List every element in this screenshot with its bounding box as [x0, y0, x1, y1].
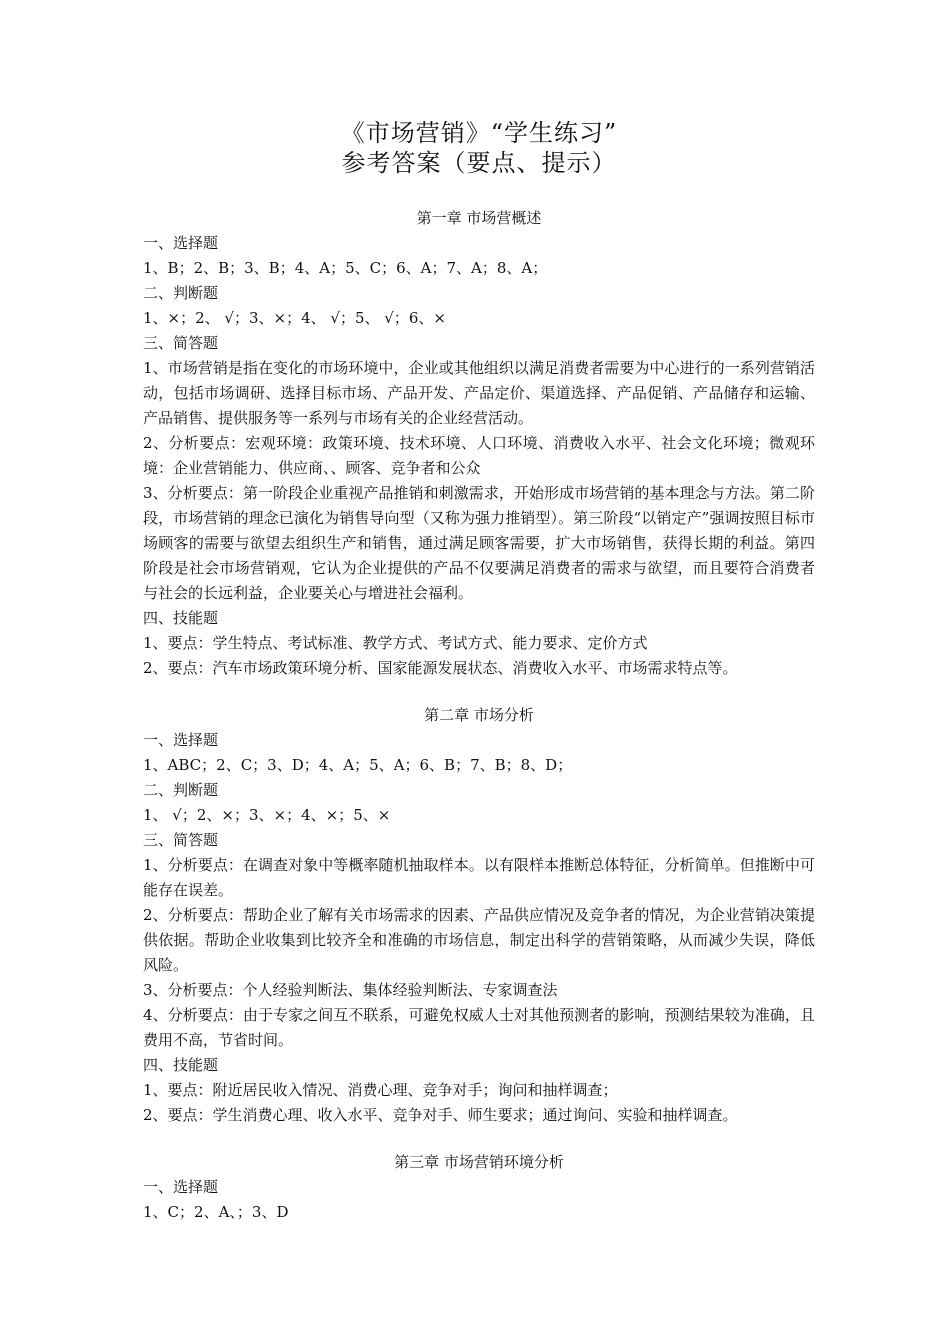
chapter-title: 第一章 市场营概述 [416, 209, 542, 227]
answer-text: 1、要点：附近居民收入情况、消费心理、竞争对手；询问和抽样调查； [143, 1081, 618, 1099]
section-heading: 二、判断题 [143, 284, 219, 302]
document-page [143, 118, 815, 1247]
document-subtitle: 参考答案（要点、提示） [341, 149, 617, 177]
answer-text: 1、×；2、 √；3、×；4、 √；5、 √；6、× [143, 309, 446, 327]
answer-text: 1、分析要点：在调查对象中等概率随机抽取样本。以有限样本推断总体特征，分析简单。但推断中可能存在误差。 [143, 856, 815, 899]
answer-text: 1、要点：学生特点、考试标准、教学方式、考试方式、能力要求、定价方式 [143, 634, 648, 652]
answer-text: 2、分析要点：帮助企业了解有关市场需求的因素、产品供应情况及竞争者的情况，为企业营销决策提供依据。帮助企业收集到比较齐全和准确的市场信息，制定出科学的营销策略，从而减少失误，降低风险。 [143, 906, 815, 974]
section-heading: 一、选择题 [143, 731, 219, 749]
section-heading: 一、选择题 [143, 234, 219, 252]
answer-text: 4、分析要点：由于专家之间互不联系，可避免权威人士对其他预测者的影响，预测结果较为准确，且费用不高，节省时间。 [143, 1006, 815, 1049]
section-heading: 二、判断题 [143, 781, 219, 799]
answer-text: 1、ABC；2、C；3、D；4、A；5、A；6、B；7、B；8、D； [143, 756, 573, 774]
chapter-title: 第二章 市场分析 [424, 706, 534, 724]
section-heading: 三、简答题 [143, 334, 219, 352]
answer-text: 2、分析要点：宏观环境：政策环境、技术环境、人口环境、消费收入水平、社会文化环境；微观环境：企业营销能力、供应商、、顾客、竞争者和公众 [143, 434, 815, 477]
chapter-3 [143, 1150, 815, 1225]
chapter-2 [143, 703, 815, 1128]
chapter-title: 第三章 市场营销环境分析 [394, 1153, 564, 1171]
answer-text: 1、C；2、A、；3、D [143, 1203, 289, 1221]
section-heading: 一、选择题 [143, 1178, 219, 1196]
section-heading: 四、技能题 [143, 609, 219, 627]
document-title: 《市场营销》“学生练习” [340, 119, 618, 147]
answer-text: 1、 √；2、×；3、×；4、×；5、× [143, 806, 391, 824]
answer-text: 3、分析要点：个人经验判断法、集体经验判断法、专家调查法 [143, 981, 558, 999]
answer-text: 3、分析要点：第一阶段企业重视产品推销和刺激需求，开始形成市场营销的基本理念与方法。第二阶段，市场营销的理念已演化为销售导向型（又称为强力推销型）。第三阶段“以销定产”强调按照目标市场顾客的需要与欲望去组织生产和销售，通过满足顾客需要，扩大市场销售，获得长期的利益。第四阶段是社会市场营销观，它认为企业提供的产品不仅要满足消费者的需求与欲望，而且要符合消费者与社会的长远利益，企业要关心与增进社会福利。 [143, 484, 815, 602]
chapter-1 [143, 206, 815, 681]
answer-text: 1、市场营销是指在变化的市场环境中，企业或其他组织以满足消费者需要为中心进行的一系列营销活动，包括市场调研、选择目标市场、产品开发、产品定价、渠道选择、产品促销、产品储存和运输、产品销售、提供服务等一系列与市场有关的企业经营活动。 [143, 359, 815, 427]
answer-text: 2、要点：汽车市场政策环境分析、国家能源发展状态、消费收入水平、市场需求特点等。 [143, 659, 738, 677]
answer-text: 1、B；2、B；3、B；4、A；5、C；6、A；7、A；8、A； [143, 259, 548, 277]
section-heading: 四、技能题 [143, 1056, 219, 1074]
section-heading: 三、简答题 [143, 831, 219, 849]
answer-text: 2、要点：学生消费心理、收入水平、竞争对手、师生要求；通过询问、实验和抽样调查。 [143, 1106, 738, 1124]
